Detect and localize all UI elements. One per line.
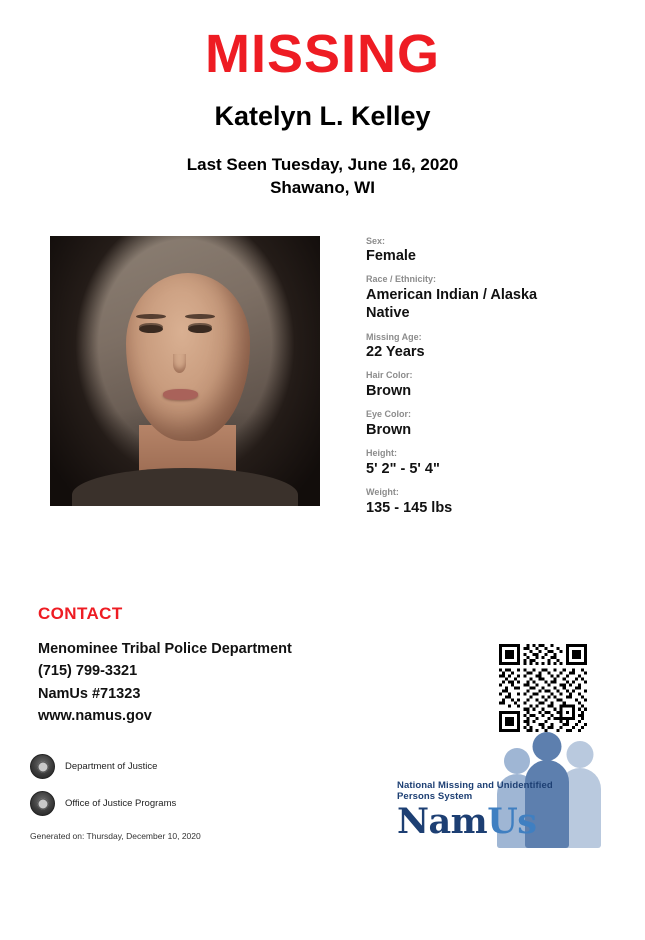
contact-heading: CONTACT [38, 604, 123, 623]
detail-sex [366, 236, 607, 266]
agency-ojp [30, 791, 390, 816]
qr-code[interactable] [499, 644, 587, 732]
detail-label: Missing Age: [366, 331, 422, 342]
detail-height [366, 448, 607, 478]
detail-label: Race / Ethnicity: [366, 274, 437, 285]
namus-wordmark-us: Us [487, 801, 537, 842]
namus-logo [397, 738, 617, 848]
detail-label: Hair Color: [366, 370, 413, 381]
detail-hair-color [366, 370, 607, 400]
doj-seal-icon [30, 754, 55, 779]
ojp-seal-icon [30, 791, 55, 816]
contact-agency: Menominee Tribal Police Department [38, 641, 292, 657]
contact-website[interactable]: www.namus.gov [38, 708, 152, 725]
generated-timestamp: Generated on: Thursday, December 10, 2020 [30, 831, 201, 841]
agency-logos [30, 754, 390, 828]
detail-value: 135 - 145 lbs [366, 500, 453, 517]
last-seen-info [0, 154, 645, 200]
contact-section [38, 604, 468, 728]
photo-face [126, 273, 250, 440]
detail-value: American Indian / Alaska Native [366, 287, 538, 322]
namus-wordmark-nam: Nam [397, 801, 488, 842]
photo-container [38, 236, 338, 506]
detail-eye-color [366, 409, 607, 439]
detail-value: Brown [366, 422, 412, 439]
detail-label: Height: [366, 448, 397, 459]
contact-phone[interactable]: (715) 799-3321 [38, 663, 138, 680]
namus-wordmark [397, 801, 536, 842]
page-title: MISSING [204, 24, 441, 84]
missing-person-poster [0, 26, 645, 940]
detail-race-ethnicity [366, 274, 607, 322]
detail-value: Female [366, 248, 416, 265]
person-photo [50, 236, 320, 506]
agency-doj [30, 754, 390, 779]
person-name: Katelyn L. Kelley [214, 100, 431, 131]
agency-label: Department of Justice [65, 761, 158, 772]
detail-value: 22 Years [366, 344, 425, 361]
namus-tagline: National Missing and Unidentified Persons System [397, 780, 553, 802]
poster-body [0, 236, 645, 527]
detail-value: Brown [366, 383, 412, 400]
detail-label: Eye Color: [366, 409, 412, 420]
last-seen-date: Last Seen Tuesday, June 16, 2020 [186, 154, 459, 174]
qr-code-icon [499, 644, 587, 732]
last-seen-location: Shawano, WI [270, 177, 375, 197]
detail-weight [366, 487, 607, 517]
details-list [338, 236, 607, 527]
detail-label: Weight: [366, 487, 399, 498]
detail-value: 5' 2" - 5' 4" [366, 461, 440, 478]
detail-missing-age [366, 332, 607, 362]
contact-case-number: NamUs #71323 [38, 685, 141, 702]
agency-label: Office of Justice Programs [65, 798, 177, 809]
detail-label: Sex: [366, 235, 386, 246]
